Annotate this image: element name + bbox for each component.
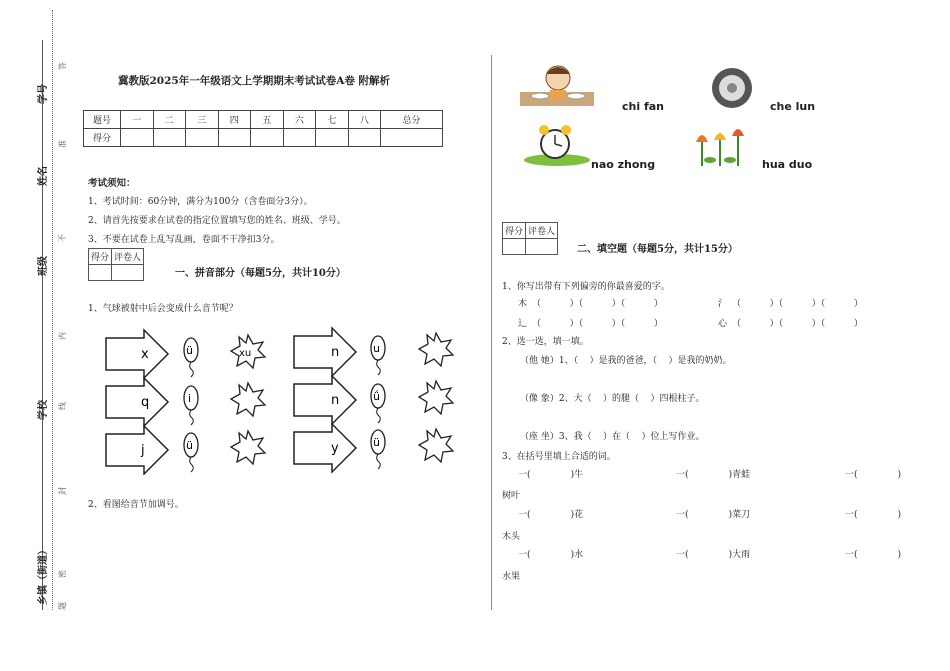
measure-word-blank[interactable]: 一( )牛 [518,470,584,480]
grader-reviewer-label: 评卷人 [526,223,558,239]
choice-item[interactable]: （像 象）2、大（ ）的腿（ ）四根柱子。 [520,394,705,404]
measure-word-blank[interactable]: 一( ) [845,470,902,480]
measure-word-blank[interactable]: 一( )菜刀 [676,510,751,520]
choice-item[interactable]: （座 坐）3、我（ ）在（ ）位上写作业。 [520,432,705,442]
section2-q1: 1、你写出带有下列偏旁的你最喜爱的字。 [502,282,670,292]
arrow-j [106,426,168,474]
star-icon [419,333,453,366]
section1-title: 一、拼音部分（每题5分，共计10分） [175,268,346,279]
margin-label-township: 乡镇（街道） [38,545,49,605]
balloon-letter: ü [186,439,193,452]
seal-char: 准 [58,140,67,148]
score-table-score-row [84,129,443,147]
score-input-cell[interactable] [381,129,443,147]
choice-item[interactable]: （他 她）1、（ ）是我的爸爸，（ ）是我的奶奶。 [520,356,732,366]
balloon-letter: ǘ [373,390,380,403]
radical-label: 氵 [718,299,728,309]
seal-char: 封 [58,487,67,495]
grader-score-field[interactable] [503,239,526,255]
score-input-cell[interactable] [121,129,154,147]
flowers-icon [690,122,754,168]
balloon-letter: i [188,392,192,405]
radical-label: 木 [518,299,528,309]
seal-char: 内 [58,332,67,340]
child-eating-icon [520,62,594,110]
seal-char: 题 [58,602,67,610]
star-icon [419,381,453,414]
grader-score-field[interactable] [89,265,112,281]
grader-box [88,248,144,281]
notice-item: 2、请首先按要求在试卷的指定位置填写您的姓名、班级、学号。 [88,216,346,226]
score-row-label: 得分 [84,129,121,147]
grader-reviewer-label: 评卷人 [112,249,144,265]
score-input-cell[interactable] [186,129,219,147]
column-divider [491,55,492,610]
score-input-cell[interactable] [283,129,316,147]
grader-box [502,222,558,255]
radical-blanks[interactable]: （ ）（ ）（ ） [732,319,863,329]
seal-char: 密 [58,570,67,578]
measure-word-blank[interactable]: 一( ) [845,510,902,520]
arrow-letter: q [141,395,150,410]
wheel-icon [710,66,754,110]
measure-word-blank[interactable]: 一( )大雨 [676,550,751,560]
score-input-cell[interactable] [251,129,284,147]
seal-char: 线 [58,402,67,410]
arrow-letter: n [331,345,340,360]
radical-label: 心 [718,319,728,329]
score-input-cell[interactable] [348,129,381,147]
wrapped-word: 树叶 [502,491,521,501]
score-cell: 题号 [84,111,121,129]
wrapped-word: 水果 [502,572,521,582]
arrow-n [294,376,356,424]
arrow-letter: y [331,441,339,456]
score-table [83,110,443,147]
radical-label: 辶 [518,319,528,329]
score-input-cell[interactable] [153,129,186,147]
exam-title: 冀教版2025年一年级语文上学期期末考试试卷A卷 附解析 [118,75,391,87]
measure-word-blank[interactable]: 一( )水 [518,550,584,560]
section1-q1: 1、气球被射中后会变成什么音节呢？ [88,304,238,314]
alarm-clock-icon [522,124,592,166]
margin-label-student-id: 学号 [38,84,49,104]
measure-word-blank[interactable]: 一( )青蛙 [676,470,751,480]
margin-label-school: 学校 [38,400,49,420]
notice-item: 3、不要在试卷上乱写乱画，卷面不干净扣3分。 [88,235,280,245]
score-cell: 一 [121,111,154,129]
score-cell: 四 [218,111,251,129]
picture-pinyin: chi fan [622,100,664,113]
score-cell: 总分 [381,111,443,129]
radical-blanks[interactable]: （ ）（ ）（ ） [732,299,863,309]
binding-line [42,40,43,610]
grader-reviewer-field[interactable] [112,265,144,281]
picture-pinyin: nao zhong [591,158,656,171]
star-icon [231,431,265,464]
score-cell: 三 [186,111,219,129]
seal-char: 不 [58,234,67,242]
score-input-cell[interactable] [218,129,251,147]
star-icon [419,429,453,462]
score-cell: 七 [316,111,349,129]
margin-label-class: 班级 [38,256,49,276]
arrow-letter: j [141,443,145,458]
balloon-game-figure [96,320,476,475]
star-icon [231,383,265,416]
score-cell: 六 [283,111,316,129]
notice-heading: 考试须知： [88,178,136,189]
measure-word-blank[interactable]: 一( ) [845,550,902,560]
margin-label-name: 姓名 [38,166,49,186]
balloon-letter: ü [186,344,193,357]
seal-char: 答 [58,62,67,70]
arrow-y [294,424,356,472]
score-cell: 八 [348,111,381,129]
notice-item: 1、考试时间：60分钟，满分为100分（含卷面分3分）。 [88,197,313,207]
grader-reviewer-field[interactable] [526,239,558,255]
section2-title: 二、填空题（每题5分，共计15分） [577,244,738,255]
balloon-letter: ü [373,436,380,449]
picture-pinyin: hua duo [762,158,813,171]
section2-q2: 2、选一选，填一填。 [502,337,589,347]
section2-q3: 3、在括号里填上合适的词。 [502,452,616,462]
radical-blanks[interactable]: （ ）（ ）（ ） [532,299,663,309]
binding-dotted-line [52,10,53,610]
radical-blanks[interactable]: （ ）（ ）（ ） [532,319,663,329]
grader-score-label: 得分 [503,223,526,239]
balloon-letter: u [373,342,380,355]
grader-score-label: 得分 [89,249,112,265]
section1-q2: 2、看图给音节加调号。 [88,500,184,510]
score-input-cell[interactable] [316,129,349,147]
arrow-letter: x [141,347,149,362]
score-table-header-row [84,111,443,129]
star-answer: xu [239,348,252,359]
arrow-q [106,378,168,426]
measure-word-blank[interactable]: 一( )花 [518,510,584,520]
score-cell: 二 [153,111,186,129]
arrow-x [106,330,168,378]
arrow-n [294,328,356,376]
arrow-letter: n [331,393,340,408]
score-cell: 五 [251,111,284,129]
wrapped-word: 木头 [502,532,521,542]
picture-pinyin: che lun [770,100,816,113]
